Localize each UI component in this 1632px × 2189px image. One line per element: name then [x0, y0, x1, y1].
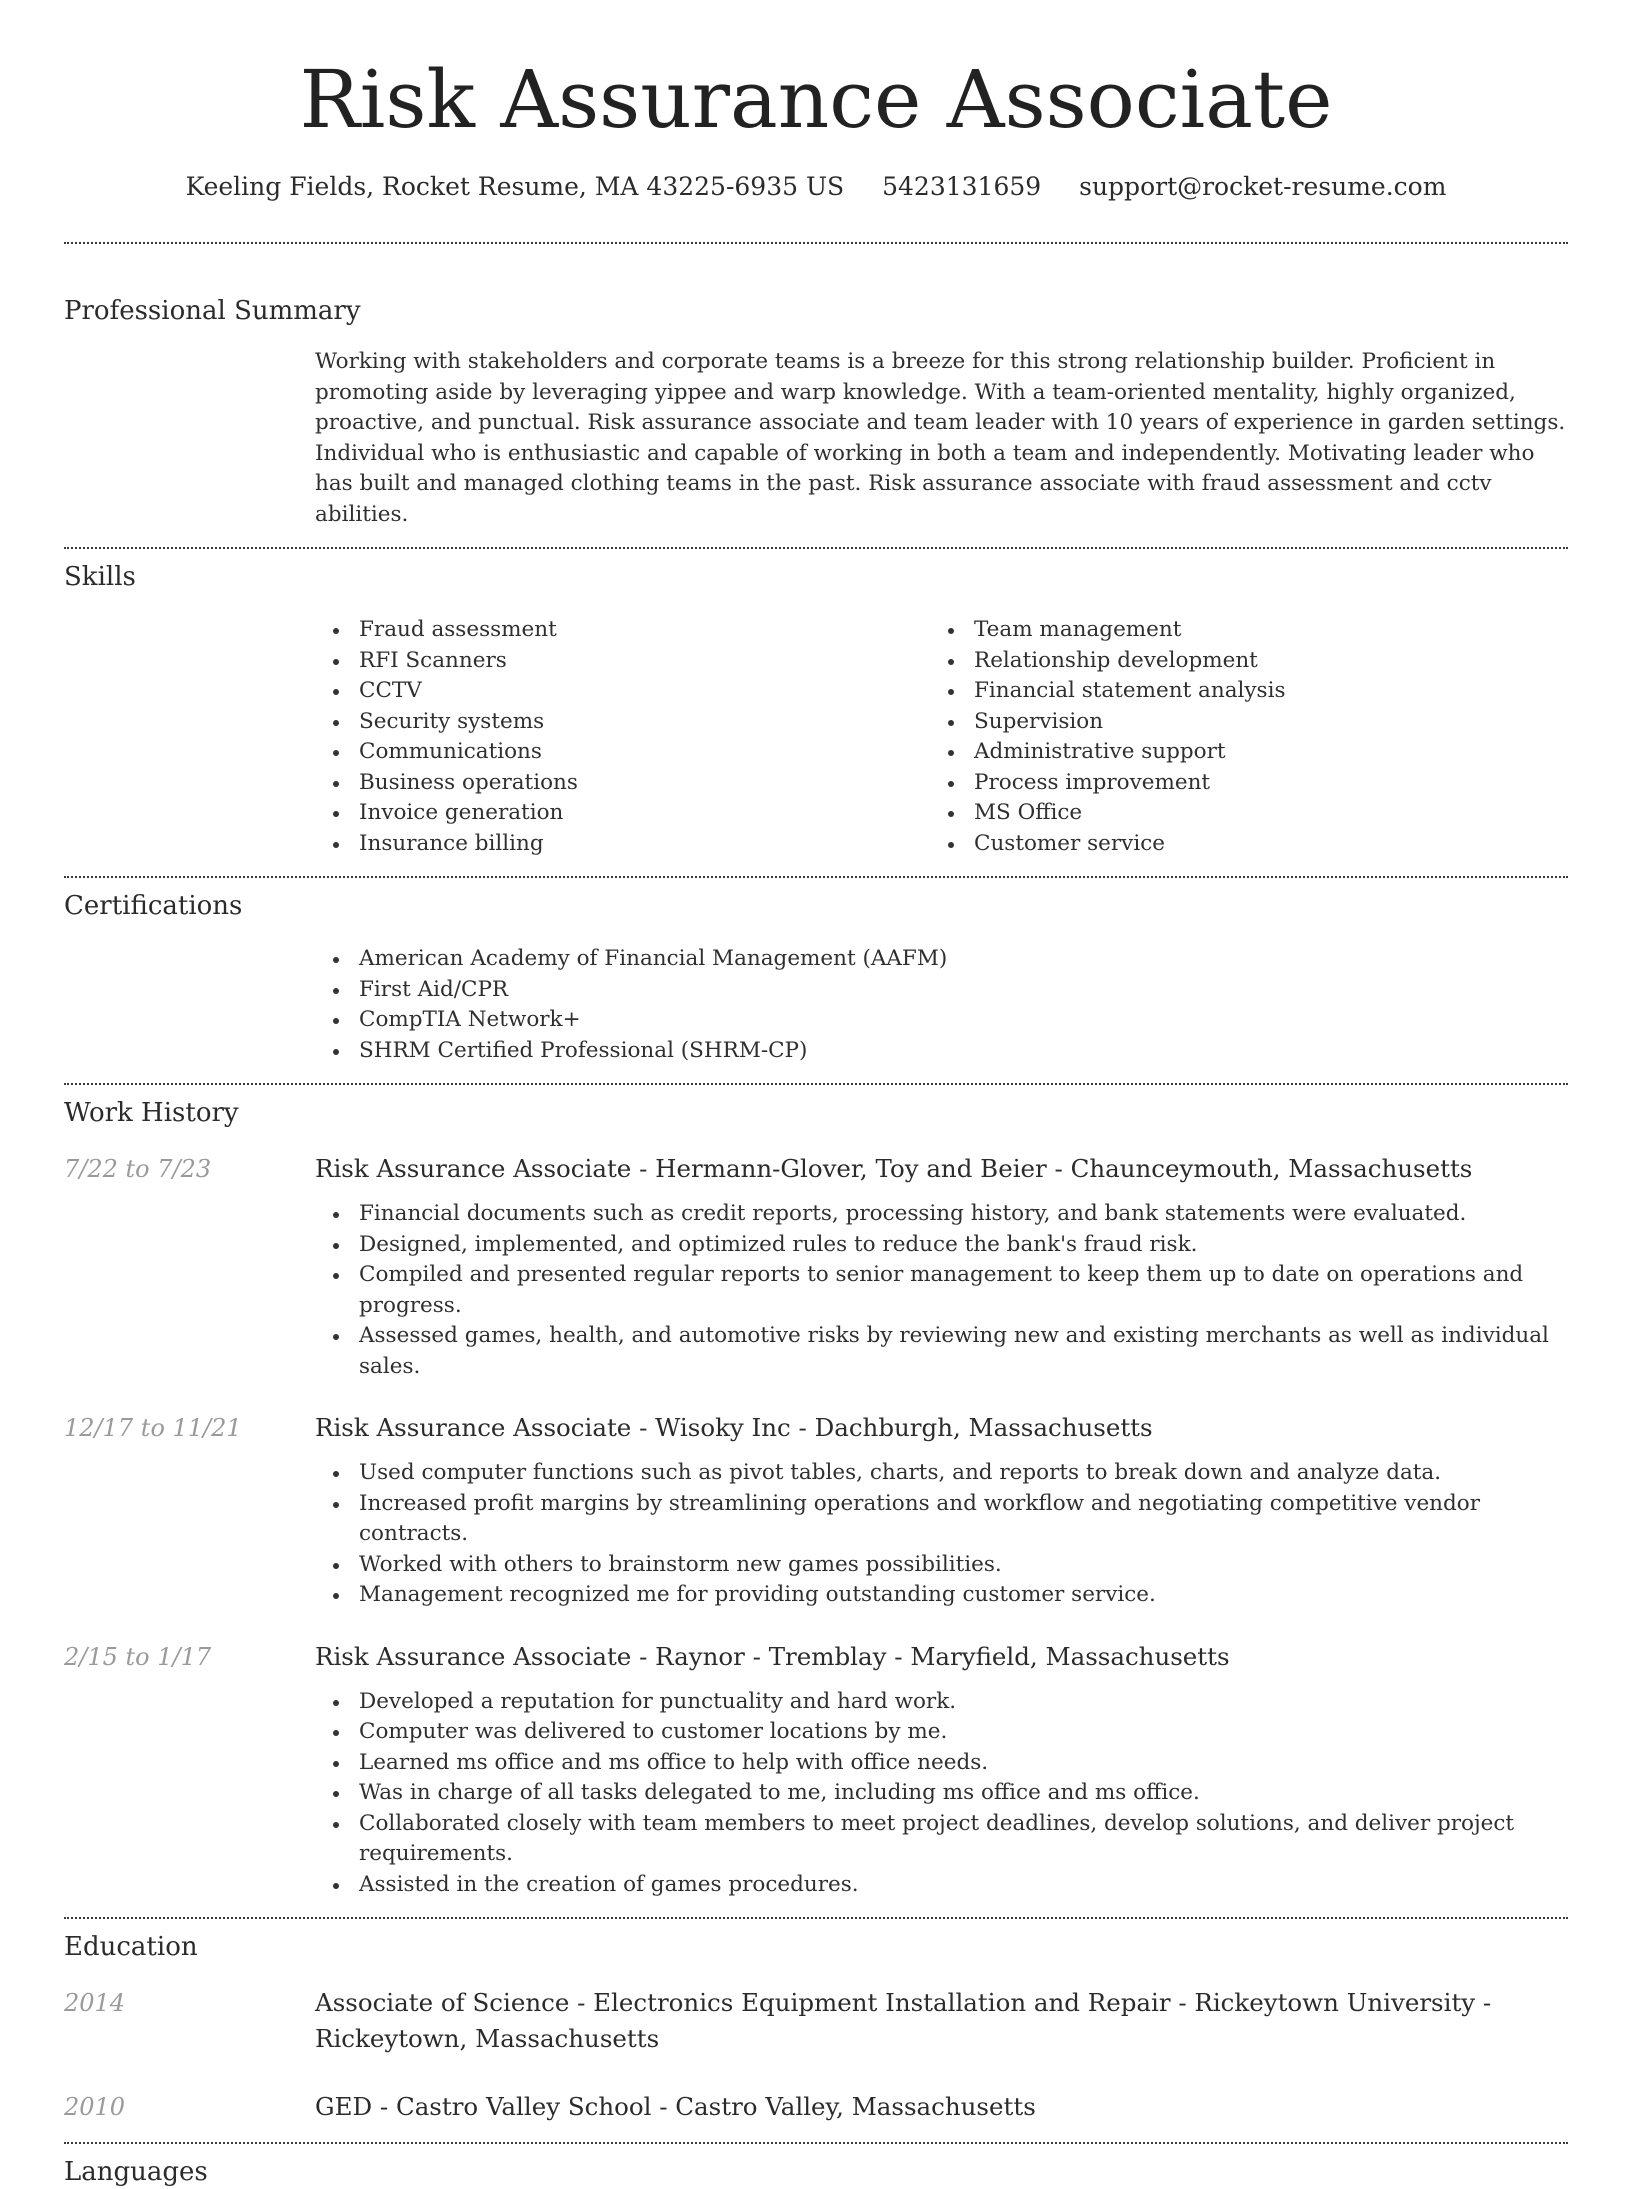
summary-title: Professional Summary: [64, 296, 361, 326]
skills-section: [64, 549, 1568, 876]
job-bullet: Compiled and presented regular reports to senior management to keep them up to date on operations and progress.: [359, 1260, 1568, 1321]
certifications-section: [64, 878, 1568, 1083]
skills-column-right: [930, 615, 1568, 859]
skill-item: Business operations: [359, 768, 930, 799]
skill-item: Communications: [359, 737, 930, 768]
skill-item: Administrative support: [974, 737, 1568, 768]
job-bullet: Computer was delivered to customer locations by me.: [359, 1717, 1568, 1748]
job-bullet: Management recognized me for providing outstanding customer service.: [359, 1580, 1568, 1611]
job-bullet: Financial documents such as credit reports, processing history, and bank statements were evaluated.: [359, 1199, 1568, 1230]
job-bullets: [315, 1687, 1568, 1901]
skill-item: Fraud assessment: [359, 615, 930, 646]
education-date: 2010: [64, 2093, 126, 2121]
skills-list: [315, 615, 1568, 859]
skills-title: Skills: [64, 562, 136, 592]
skill-item: MS Office: [974, 798, 1568, 829]
contact-phone: 5423131659: [882, 172, 1042, 201]
work-history-title: Work History: [64, 1098, 239, 1128]
summary-text: Working with stakeholders and corporate teams is a breeze for this strong relationship builder. Proficient in promoting aside by leveraging yippee and warp knowledge. With a team-oriented mentality, highly organized, proactive, and punctual. Risk assurance associate and team leader with 10 years of experience in garden settings. Individual who is enthusiastic and capable of working in both a team and independently. Motivating leader who has built and managed clothing teams in the past. Risk assurance associate with fraud assessment and cctv abilities.: [315, 349, 1566, 527]
skill-item: Customer service: [974, 829, 1568, 860]
job-bullets: [315, 1199, 1568, 1382]
certification-item: SHRM Certified Professional (SHRM-CP): [359, 1036, 1568, 1067]
education-title-line: GED - Castro Valley School - Castro Valley, Massachusetts: [315, 2092, 1036, 2121]
education-title: Education: [64, 1932, 198, 1962]
education-entry: [64, 2089, 1568, 2125]
skill-item: Security systems: [359, 707, 930, 738]
languages-title: Languages: [64, 2157, 208, 2187]
contact-email: support@rocket-resume.com: [1079, 172, 1447, 201]
job-title: Risk Assurance Associate - Wisoky Inc - Dachburgh, Massachusetts: [315, 1413, 1153, 1442]
job-title: Risk Assurance Associate - Hermann-Glover, Toy and Beier - Chaunceymouth, Massachusetts: [315, 1154, 1473, 1183]
job-entry: [64, 1410, 1568, 1611]
skill-item: Process improvement: [974, 768, 1568, 799]
job-date: 2/15 to 1/17: [64, 1642, 212, 1671]
contact-address: Keeling Fields, Rocket Resume, MA 43225-6935 US: [185, 172, 845, 201]
job-date: 7/22 to 7/23: [64, 1155, 212, 1183]
certification-item: American Academy of Financial Management (AAFM): [359, 944, 1568, 975]
certifications-list: [315, 944, 1568, 1066]
job-entry: [64, 1639, 1568, 1901]
job-title: Risk Assurance Associate - Raynor - Tremblay - Maryfield, Massachusetts: [315, 1641, 1230, 1671]
skill-item: Financial statement analysis: [974, 676, 1568, 707]
work-history-section: [64, 1085, 1568, 1917]
job-bullet: Collaborated closely with team members to meet project deadlines, develop solutions, and deliver project requirements.: [359, 1809, 1568, 1870]
certification-item: First Aid/CPR: [359, 975, 1568, 1006]
skill-item: Relationship development: [974, 646, 1568, 677]
skill-item: RFI Scanners: [359, 646, 930, 677]
skill-item: Supervision: [974, 707, 1568, 738]
education-section: [64, 1919, 1568, 2142]
job-bullet: Assisted in the creation of games procedures.: [359, 1870, 1568, 1901]
job-bullet: Assessed games, health, and automotive risks by reviewing new and existing merchants as well as individual sales.: [359, 1321, 1568, 1382]
certification-item: CompTIA Network+: [359, 1005, 1568, 1036]
job-date: 12/17 to 11/21: [64, 1414, 242, 1442]
skill-item: Team management: [974, 615, 1568, 646]
education-entry: [64, 1985, 1568, 2057]
education-title-line: Associate of Science - Electronics Equipment Installation and Repair - Rickeytown University - Rickeytown, Massachusetts: [315, 1988, 1492, 2053]
candidate-name: Risk Assurance Associate: [299, 53, 1333, 146]
languages-section: [64, 2144, 1568, 2189]
job-bullet: Worked with others to brainstorm new games possibilities.: [359, 1550, 1568, 1581]
skill-item: Insurance billing: [359, 829, 930, 860]
job-bullet: Developed a reputation for punctuality and hard work.: [359, 1687, 1568, 1718]
contact-line: [64, 170, 1568, 204]
education-date: 2014: [64, 1989, 126, 2017]
job-bullet: Increased profit margins by streamlining operations and workflow and negotiating competitive vendor contracts.: [359, 1489, 1568, 1550]
job-entry: [64, 1151, 1568, 1382]
job-bullet: Was in charge of all tasks delegated to me, including ms office and ms office.: [359, 1778, 1568, 1809]
summary-section: [64, 244, 1568, 547]
certifications-title: Certifications: [64, 891, 243, 921]
skill-item: CCTV: [359, 676, 930, 707]
resume-header: [64, 0, 1568, 204]
skills-column-left: [315, 615, 930, 859]
job-bullet: Used computer functions such as pivot tables, charts, and reports to break down and analyze data.: [359, 1458, 1568, 1489]
skill-item: Invoice generation: [359, 798, 930, 829]
job-bullet: Designed, implemented, and optimized rules to reduce the bank's fraud risk.: [359, 1230, 1568, 1261]
job-bullets: [315, 1458, 1568, 1611]
job-bullet: Learned ms office and ms office to help with office needs.: [359, 1748, 1568, 1779]
